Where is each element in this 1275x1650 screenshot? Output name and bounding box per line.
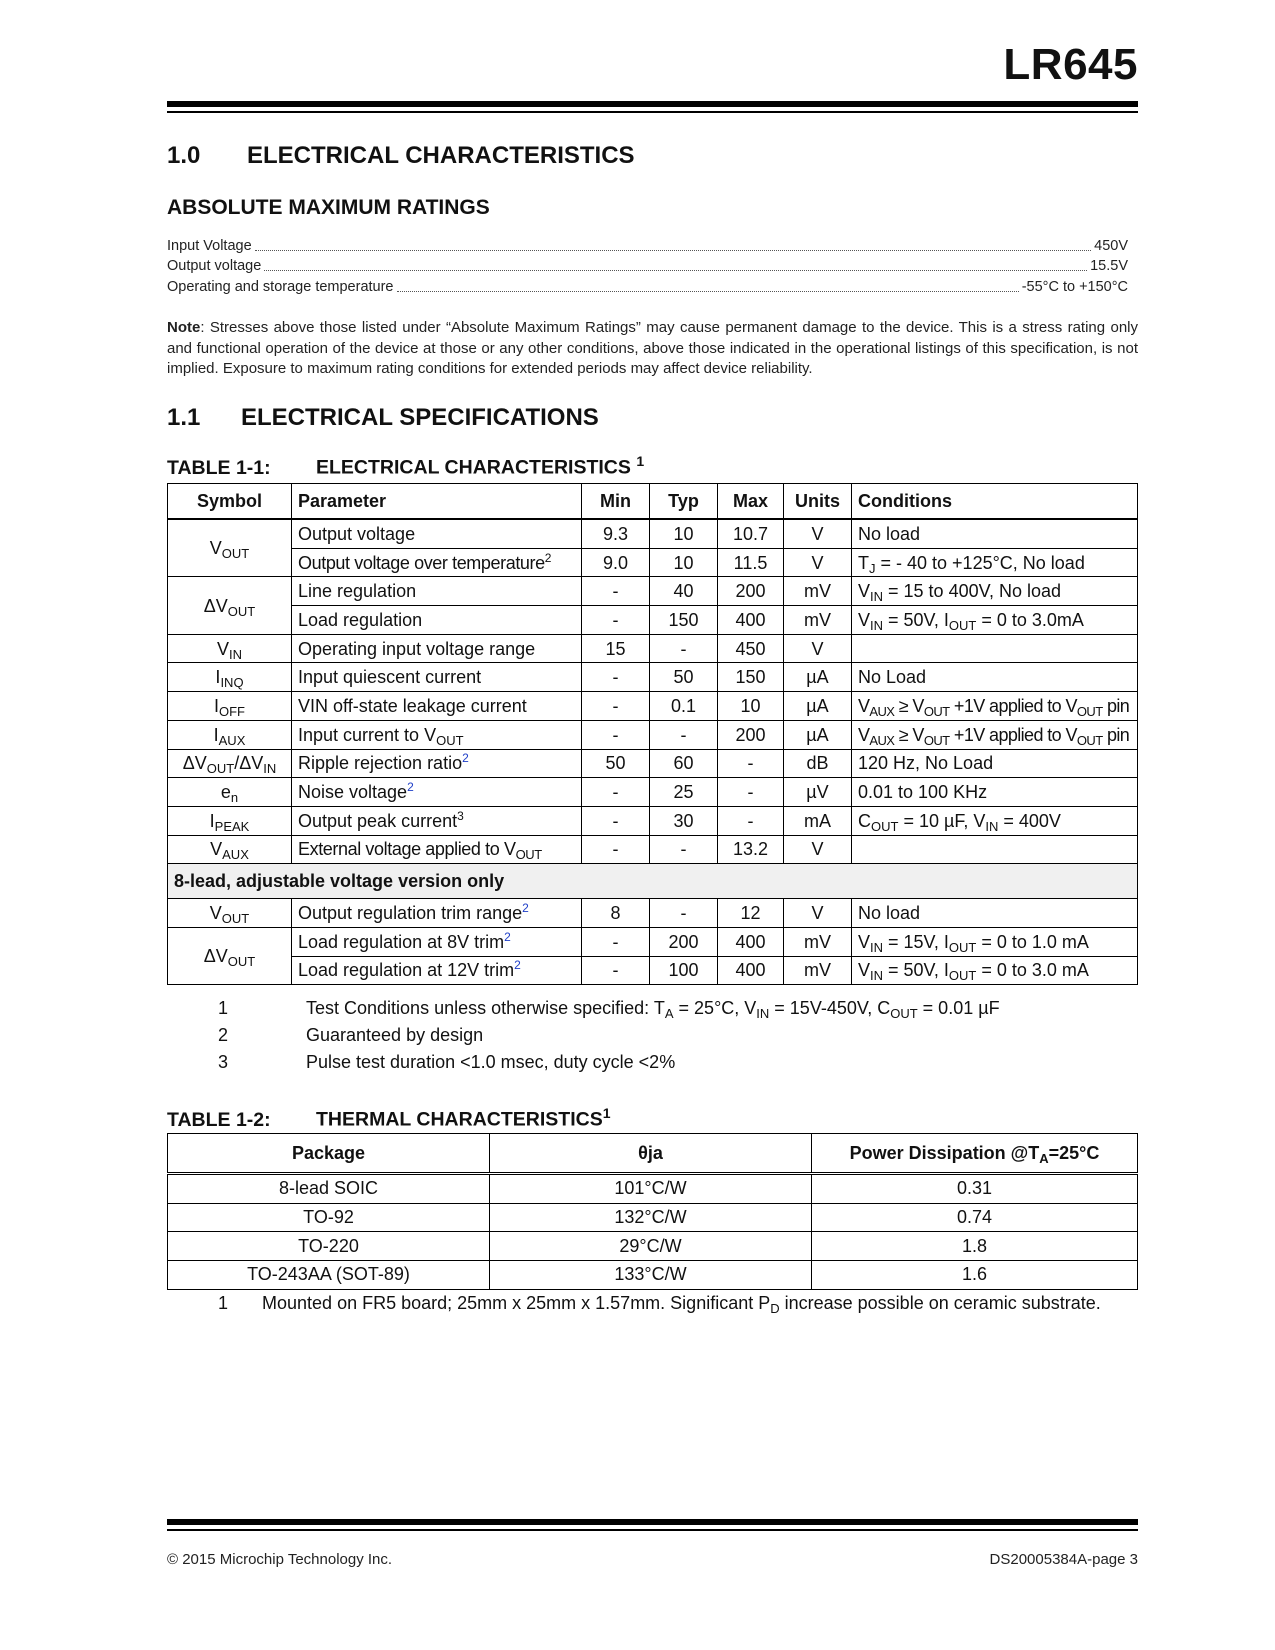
table-row — [168, 548, 1138, 577]
rating-value: 450V — [1094, 238, 1128, 254]
abs-max-heading: ABSOLUTE MAXIMUM RATINGS — [167, 196, 490, 219]
units-cell: µA — [784, 663, 852, 692]
min-cell: 15 — [582, 634, 650, 663]
units-cell: V — [784, 899, 852, 928]
footnote-text: Pulse test duration <1.0 msec, duty cycle <2% — [306, 1052, 676, 1072]
typ-cell: - — [650, 835, 718, 864]
min-cell: - — [582, 720, 650, 749]
table2-caption — [167, 1105, 611, 1132]
max-cell: 450 — [718, 634, 784, 663]
units-cell: µA — [784, 692, 852, 721]
conditions-cell: $V_{AUX} \ge V_{OUT} +1V$ applied to $V_{OUT}$ pin — [852, 720, 1138, 749]
typ-cell: 10 — [650, 519, 718, 548]
min-cell: 50 — [582, 749, 650, 778]
typ-cell: 10 — [650, 548, 718, 577]
rating-label: Output voltage — [167, 258, 262, 274]
max-cell: 200 — [718, 577, 784, 606]
symbol-cell: $I_{INQ}$ — [168, 663, 292, 692]
conditions-cell: 120 Hz, No Load — [852, 749, 1138, 778]
units-cell: mV — [784, 956, 852, 985]
typ-cell: 30 — [650, 806, 718, 835]
min-cell: 9.0 — [582, 548, 650, 577]
table-row — [168, 749, 1138, 778]
units-cell: mV — [784, 927, 852, 956]
power-cell: 0.74 — [812, 1203, 1138, 1232]
max-cell: 400 — [718, 927, 784, 956]
min-cell: - — [582, 835, 650, 864]
units-cell: V — [784, 519, 852, 548]
min-cell: 8 — [582, 899, 650, 928]
table1-footnotes — [218, 995, 1000, 1076]
package-cell: TO-92 — [168, 1203, 490, 1232]
max-cell: - — [718, 806, 784, 835]
table-row — [168, 1232, 1138, 1261]
units-cell: V — [784, 634, 852, 663]
table-row — [168, 577, 1138, 606]
table-row — [168, 835, 1138, 864]
symbol-cell: $V_{OUT}$ — [168, 519, 292, 577]
max-cell: 13.2 — [718, 835, 784, 864]
table1-caption — [167, 453, 644, 480]
column-header: Max — [718, 484, 784, 520]
conditions-cell: No Load — [852, 663, 1138, 692]
typ-cell: 150 — [650, 606, 718, 635]
footnote-number: 1 — [218, 1293, 229, 1313]
parameter-cell: Line regulation — [292, 577, 582, 606]
stress-note — [167, 318, 1138, 380]
max-cell: 150 — [718, 663, 784, 692]
parameter-cell: Output voltage over temperature$^2$ — [292, 548, 582, 577]
conditions-cell: $V_{IN} = 15$ to 400V, No load — [852, 577, 1138, 606]
table-section-row — [168, 864, 1138, 899]
conditions-cell: No load — [852, 519, 1138, 548]
max-cell: 10 — [718, 692, 784, 721]
footnote — [218, 1049, 1000, 1076]
conditions-cell — [852, 835, 1138, 864]
table-row — [168, 1203, 1138, 1232]
symbol-cell: $V_{IN}$ — [168, 634, 292, 663]
min-cell: - — [582, 778, 650, 807]
footnote-text: Test Conditions unless otherwise specified: $T_A = 25^\circ C$, $V_{IN} = 15V-450V$, $C_{OUT} = 0.01$ µF — [306, 998, 1000, 1021]
column-header: θja — [490, 1134, 812, 1174]
min-cell: - — [582, 692, 650, 721]
column-header: Typ — [650, 484, 718, 520]
parameter-cell: Noise voltage$^2$ — [292, 778, 582, 807]
table-row — [168, 634, 1138, 663]
table-row — [168, 899, 1138, 928]
power-cell: 0.31 — [812, 1174, 1138, 1204]
table-row — [168, 1174, 1138, 1204]
conditions-cell: $V_{IN} = 50V$, $I_{OUT} = 0$ to 3.0mA — [852, 606, 1138, 635]
min-cell: - — [582, 577, 650, 606]
units-cell: mV — [784, 577, 852, 606]
conditions-cell: $V_{AUX} \ge V_{OUT} +1V$ applied to $V_{OUT}$ pin — [852, 692, 1138, 721]
max-cell: 12 — [718, 899, 784, 928]
units-cell: mV — [784, 606, 852, 635]
section-number: 1.1 — [167, 404, 201, 431]
column-header: Units — [784, 484, 852, 520]
table-row — [168, 778, 1138, 807]
units-cell: mA — [784, 806, 852, 835]
table-title: THERMAL CHARACTERISTICS — [316, 1108, 603, 1131]
power-cell: 1.8 — [812, 1232, 1138, 1261]
table-title-sup: 1 — [602, 1105, 611, 1121]
rating-row — [167, 236, 1128, 256]
symbol-cell: $e_n$ — [168, 778, 292, 807]
document-title: LR645 — [1003, 40, 1138, 89]
footer-rule-thin — [167, 1529, 1138, 1531]
parameter-cell: Input quiescent current — [292, 663, 582, 692]
electrical-characteristics-table — [167, 483, 1138, 985]
leader-dots — [255, 236, 1091, 251]
table-header-row — [168, 1134, 1138, 1174]
max-cell: 200 — [718, 720, 784, 749]
symbol-cell: $I_{AUX}$ — [168, 720, 292, 749]
table-label: TABLE 1-2: — [167, 1108, 271, 1131]
units-cell: V — [784, 835, 852, 864]
typ-cell: 25 — [650, 778, 718, 807]
leader-dots — [397, 277, 1019, 292]
column-header: Symbol — [168, 484, 292, 520]
units-cell: µV — [784, 778, 852, 807]
footnote-text: Mounted on FR5 board; 25mm x 25mm x 1.57mm. Significant $P_D$ increase possible on ceramic substrate. — [262, 1293, 1101, 1316]
table-row — [168, 806, 1138, 835]
rating-row — [167, 256, 1128, 276]
typ-cell: - — [650, 899, 718, 928]
parameter-cell: Load regulation at 12V trim$^2$ — [292, 956, 582, 985]
section-number: 1.0 — [167, 142, 201, 169]
symbol-cell: $V_{OUT}$ — [168, 899, 292, 928]
package-cell: TO-220 — [168, 1232, 490, 1261]
typ-cell: 200 — [650, 927, 718, 956]
table-row — [168, 692, 1138, 721]
conditions-cell: $V_{IN} = 15V$, $I_{OUT} = 0$ to 1.0 mA — [852, 927, 1138, 956]
symbol-cell: $\Delta V_{OUT}$ — [168, 577, 292, 634]
table-row — [168, 1261, 1138, 1290]
symbol-cell: $\Delta V_{OUT}$ — [168, 927, 292, 984]
footer-rule-thick — [167, 1519, 1138, 1525]
footnote-number: 1 — [218, 998, 229, 1018]
section-heading — [167, 142, 635, 170]
min-cell: - — [582, 927, 650, 956]
theta-cell: 29°C/W — [490, 1232, 812, 1261]
table-row — [168, 606, 1138, 635]
rating-label: Operating and storage temperature — [167, 279, 394, 295]
typ-cell: - — [650, 720, 718, 749]
symbol-cell: $I_{PEAK}$ — [168, 806, 292, 835]
table-row — [168, 519, 1138, 548]
parameter-cell: Ripple rejection ratio$^2$ — [292, 749, 582, 778]
thermal-characteristics-table — [167, 1133, 1138, 1290]
note-text: : Stresses above those listed under “Absolute Maximum Ratings” may cause permanent damage to the device. This is a stress rating only and functional operation of the device at those or any other conditions, above those indicated in the operational listings of this specification, is not implied. Exposure to maximum rating conditions for extended periods may affect device reliability. — [167, 319, 1138, 377]
units-cell: V — [784, 548, 852, 577]
parameter-cell: Load regulation — [292, 606, 582, 635]
conditions-cell: 0.01 to 100 KHz — [852, 778, 1138, 807]
footnote-text: Guaranteed by design — [306, 1025, 484, 1045]
min-cell: - — [582, 663, 650, 692]
typ-cell: - — [650, 634, 718, 663]
footnote — [218, 1022, 1000, 1049]
conditions-cell: No load — [852, 899, 1138, 928]
table-row — [168, 956, 1138, 985]
max-cell: - — [718, 749, 784, 778]
conditions-cell: $C_{OUT} = 10$ µF, $V_{IN} = 400V$ — [852, 806, 1138, 835]
parameter-cell: Input current to $V_{OUT}$ — [292, 720, 582, 749]
min-cell: - — [582, 806, 650, 835]
conditions-cell: $V_{IN} = 50V$, $I_{OUT} = 0$ to 3.0 mA — [852, 956, 1138, 985]
min-cell: 9.3 — [582, 519, 650, 548]
column-header: Min — [582, 484, 650, 520]
typ-cell: 60 — [650, 749, 718, 778]
symbol-cell: $\Delta V_{OUT}/\Delta V_{IN}$ — [168, 749, 292, 778]
package-cell: TO-243AA (SOT-89) — [168, 1261, 490, 1290]
footer-page-number: DS20005384A-page 3 — [989, 1551, 1138, 1568]
footnote-number: 2 — [218, 1025, 229, 1045]
parameter-cell: Load regulation at 8V trim$^2$ — [292, 927, 582, 956]
power-cell: 1.6 — [812, 1261, 1138, 1290]
table2-footnote — [218, 1293, 1101, 1314]
units-cell: dB — [784, 749, 852, 778]
theta-cell: 132°C/W — [490, 1203, 812, 1232]
conditions-cell: $T_J$ = - 40 to +125°C, No load — [852, 548, 1138, 577]
theta-cell: 101°C/W — [490, 1174, 812, 1204]
footnote-number: 3 — [218, 1052, 229, 1072]
min-cell: - — [582, 606, 650, 635]
column-header: Power Dissipation $@T_A=25^\circ C$ — [812, 1134, 1138, 1174]
rating-value: 15.5V — [1090, 258, 1128, 274]
parameter-cell: Output voltage — [292, 519, 582, 548]
max-cell: - — [718, 778, 784, 807]
parameter-cell: Output peak current$^3$ — [292, 806, 582, 835]
rating-value: -55°C to +150°C — [1021, 279, 1128, 295]
symbol-cell: $I_{OFF}$ — [168, 692, 292, 721]
min-cell: - — [582, 956, 650, 985]
footnote — [218, 995, 1000, 1022]
column-header: Parameter — [292, 484, 582, 520]
note-label: Note — [167, 319, 201, 336]
parameter-cell: External voltage applied to $V_{OUT}$ — [292, 835, 582, 864]
parameter-cell: Operating input voltage range — [292, 634, 582, 663]
table-label: TABLE 1-1: — [167, 456, 271, 479]
section-heading — [167, 404, 599, 432]
column-header: Package — [168, 1134, 490, 1174]
parameter-cell: Output regulation trim range$^2$ — [292, 899, 582, 928]
section-title: ELECTRICAL CHARACTERISTICS — [247, 142, 635, 169]
leader-dots — [264, 256, 1087, 271]
typ-cell: 50 — [650, 663, 718, 692]
package-cell: 8-lead SOIC — [168, 1174, 490, 1204]
rating-row — [167, 277, 1128, 297]
typ-cell: 0.1 — [650, 692, 718, 721]
max-cell: 11.5 — [718, 548, 784, 577]
theta-cell: 133°C/W — [490, 1261, 812, 1290]
units-cell: µA — [784, 720, 852, 749]
table-row — [168, 720, 1138, 749]
symbol-cell: $V_{AUX}$ — [168, 835, 292, 864]
max-cell: 400 — [718, 606, 784, 635]
header-rule-thick — [167, 101, 1138, 107]
column-header: Conditions — [852, 484, 1138, 520]
typ-cell: 40 — [650, 577, 718, 606]
table-title-sup: 1 — [636, 453, 645, 469]
max-cell: 400 — [718, 956, 784, 985]
rating-label: Input Voltage — [167, 238, 252, 254]
table-row — [168, 927, 1138, 956]
max-cell: 10.7 — [718, 519, 784, 548]
section-row-label: 8-lead, adjustable voltage version only — [168, 864, 1138, 899]
conditions-cell — [852, 634, 1138, 663]
table-header-row — [168, 484, 1138, 520]
footer-copyright: © 2015 Microchip Technology Inc. — [167, 1551, 393, 1568]
parameter-cell: VIN off-state leakage current — [292, 692, 582, 721]
header-rule-thin — [167, 111, 1138, 113]
table-row — [168, 663, 1138, 692]
typ-cell: 100 — [650, 956, 718, 985]
section-title: ELECTRICAL SPECIFICATIONS — [241, 404, 599, 431]
table-title: ELECTRICAL CHARACTERISTICS — [316, 456, 631, 479]
